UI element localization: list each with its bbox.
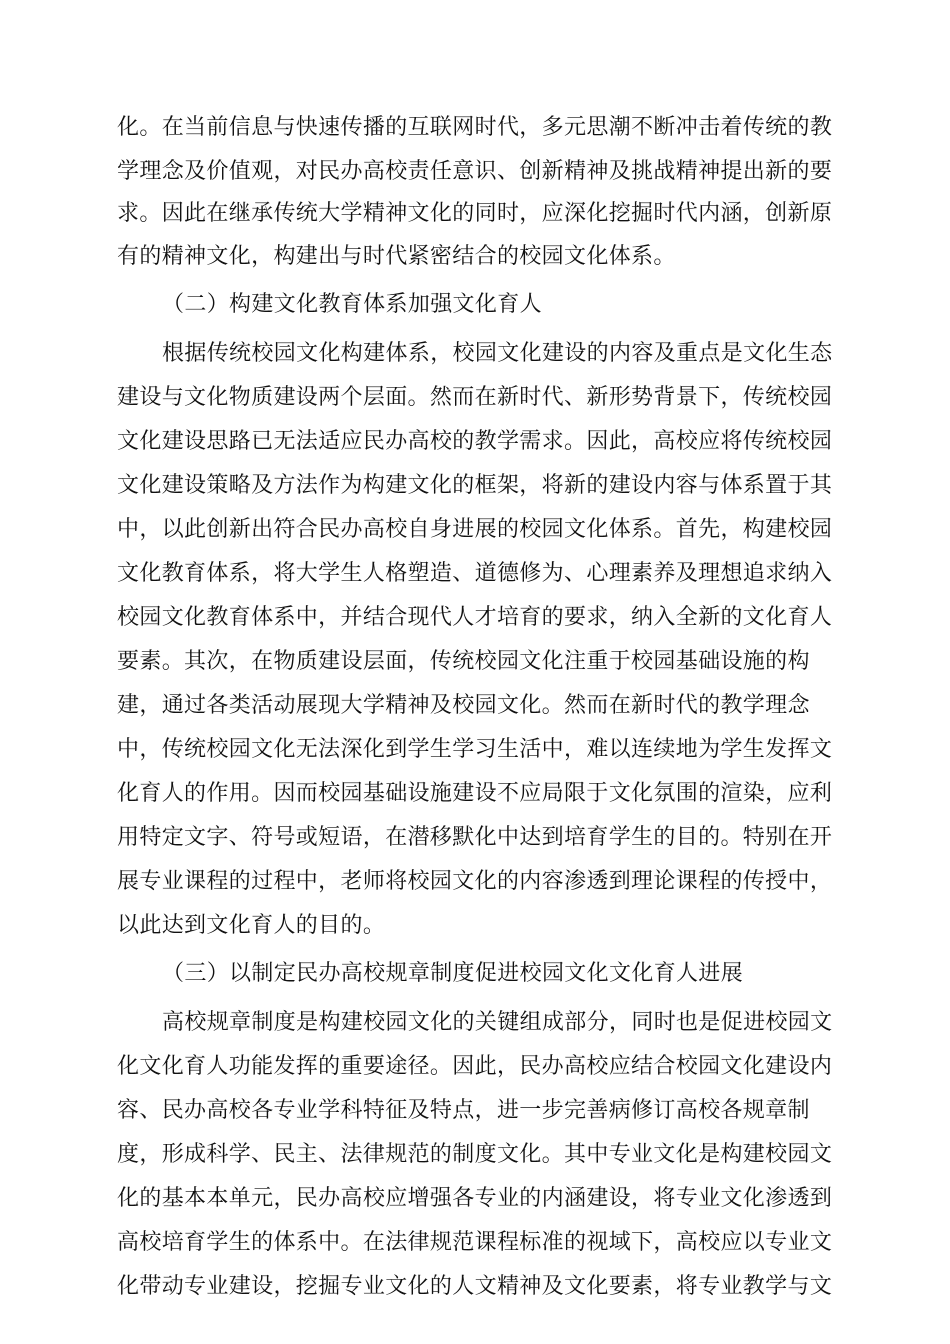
paragraph-line: 度，形成科学、民主、法律规范的制度文化。其中专业文化是构建校园文 [117, 1142, 833, 1167]
paragraph-line: 高校规章制度是构建校园文化的关键组成部分，同时也是促进校园文 [162, 1010, 833, 1035]
paragraph-line: 建，通过各类活动展现大学精神及校园文化。然而在新时代的教学理念 [117, 693, 810, 718]
paragraph-line: 学理念及价值观，对民办高校责任意识、创新精神及挑战精神提出新的要 [117, 159, 833, 184]
paragraph-line: 中，以此创新出符合民办高校自身进展的校园文化体系。首先，构建校园 [117, 517, 833, 542]
paragraph-line: 要素。其次，在物质建设层面，传统校园文化注重于校园基础设施的构 [117, 649, 810, 674]
paragraph-line: 求。因此在继承传统大学精神文化的同时，应深化挖掘时代内涵，创新原 [117, 201, 833, 226]
paragraph-line: 中，传统校园文化无法深化到学生学习生活中，难以连续地为学生发挥文 [117, 737, 833, 762]
paragraph-line: 以此达到文化育人的目的。 [117, 913, 386, 938]
paragraph-line: 文化建设思路已无法适应民办高校的教学需求。因此，高校应将传统校园 [117, 429, 833, 454]
paragraph-line: 容、民办高校各专业学科特征及特点，进一步完善病修订高校各规章制 [117, 1098, 810, 1123]
section-heading-3: （三）以制定民办高校规章制度促进校园文化文化育人进展 [162, 961, 744, 986]
paragraph-line: 文化建设策略及方法作为构建文化的框架，将新的建设内容与体系置于其 [117, 473, 833, 498]
paragraph-line: 文化教育体系，将大学生人格塑造、道德修为、心理素养及理想追求纳入 [117, 561, 833, 586]
paragraph-line: 有的精神文化，构建出与时代紧密结合的校园文化体系。 [117, 244, 676, 269]
paragraph-line: 建设与文化物质建设两个层面。然而在新时代、新形势背景下，传统校园 [117, 385, 833, 410]
paragraph-line: 化的基本本单元，民办高校应增强各专业的内涵建设，将专业文化渗透到 [117, 1186, 833, 1211]
paragraph-line: 根据传统校园文化构建体系，校园文化建设的内容及重点是文化生态 [162, 341, 833, 366]
paragraph-line: 校园文化教育体系中，并结合现代人才培育的要求，纳入全新的文化育人 [117, 605, 833, 630]
paragraph-line: 展专业课程的过程中，老师将校园文化的内容渗透到理论课程的传授中， [117, 869, 833, 894]
paragraph-line: 化育人的作用。因而校园基础设施建设不应局限于文化氛围的渲染，应利 [117, 781, 833, 806]
paragraph-line: 化。在当前信息与快速传播的互联网时代，多元思潮不断冲击着传统的教 [117, 115, 833, 140]
paragraph-line: 化带动专业建设，挖掘专业文化的人文精神及文化要素，将专业教学与文 [117, 1274, 833, 1299]
paragraph-line: 化文化育人功能发挥的重要途径。因此，民办高校应结合校园文化建设内 [117, 1054, 833, 1079]
section-heading-2: （二）构建文化教育体系加强文化育人 [162, 292, 542, 317]
paragraph-line: 高校培育学生的体系中。在法律规范课程标准的视域下，高校应以专业文 [117, 1230, 833, 1255]
paragraph-line: 用特定文字、符号或短语，在潜移默化中达到培育学生的目的。特别在开 [117, 825, 833, 850]
